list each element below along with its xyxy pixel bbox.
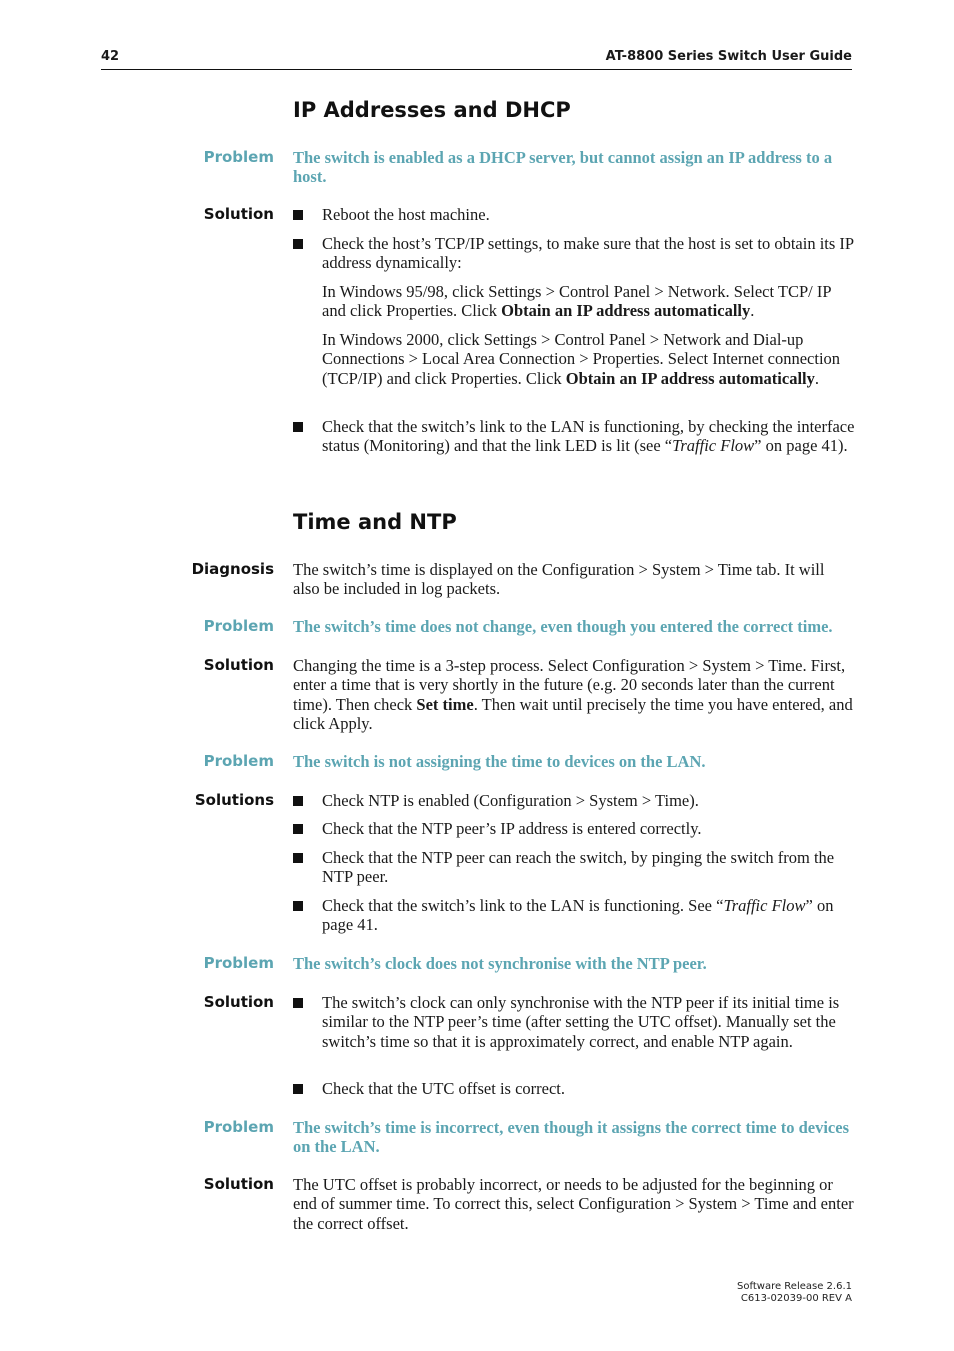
problem-label: Problem: [203, 1118, 274, 1136]
page-header: [101, 47, 852, 70]
release-line: Software Release 2.6.1: [737, 1281, 852, 1292]
list-item: [293, 205, 855, 224]
cross-reference-link[interactable]: Traffic Flow: [723, 896, 806, 915]
section-heading-time-ntp: Time and NTP: [293, 510, 457, 534]
solution-label: Solution: [203, 1175, 274, 1193]
bullet-text: Check the host’s TCP/IP settings, to make sure that the host is set to obtain its IP address dynamically:: [322, 234, 854, 273]
section-heading-ip-dhcp: IP Addresses and DHCP: [293, 98, 571, 122]
doc-id-line: C613-02039-00 REV A: [740, 1293, 852, 1304]
bullet-text: Check that the switch’s link to the LAN is functioning. See “Traffic Flow” on page 41.: [322, 896, 834, 935]
bullet-icon: [293, 998, 303, 1008]
list-item: [293, 1079, 855, 1098]
bullet-text: Check that the switch’s link to the LAN is functioning, by checking the interface status (Monitoring) and that the link LED is lit (see “Traffic Flow” on page 41).: [322, 417, 855, 456]
bullet-icon: [293, 422, 303, 432]
list-item: [293, 791, 855, 810]
emphasis: Set time: [416, 694, 474, 714]
bullet-icon: [293, 1084, 303, 1094]
bullet-icon: [293, 796, 303, 806]
cross-reference-link[interactable]: Traffic Flow: [672, 436, 755, 456]
bullet-text: Check NTP is enabled (Configuration > System > Time).: [322, 791, 699, 810]
problem-text: The switch is enabled as a DHCP server, but cannot assign an IP address to a host.: [293, 148, 833, 187]
solution-label: Solution: [203, 656, 274, 674]
page-number: 42: [101, 49, 120, 64]
solution-text: Changing the time is a 3-step process. Select Configuration > System > Time. First, enter a time that is very shortly in the future (e.g. 20 seconds later than the current time). Then check Set time. Then wait until precisely the time you have entered, and click Apply.: [293, 656, 853, 733]
bullet-icon: [293, 210, 303, 220]
list-item: [293, 234, 855, 273]
solution-label: Solution: [203, 205, 274, 223]
list-item: [293, 417, 855, 456]
diagnosis-label: Diagnosis: [191, 560, 274, 578]
problem-text: The switch’s time does not change, even though you entered the correct time.: [293, 617, 833, 636]
problem-text: The switch’s clock does not synchronise with the NTP peer.: [293, 954, 707, 973]
bullet-text: Check that the UTC offset is correct.: [322, 1079, 565, 1098]
bullet-icon: [293, 824, 303, 834]
list-item: [293, 848, 855, 887]
bullet-text: The switch’s clock can only synchronise with the NTP peer if its initial time is similar to the NTP peer’s time (after setting the UTC offset). Manually set the switch’s time so that it is approximately correct, and enable NTP again.: [322, 993, 840, 1051]
problem-text: The switch’s time is incorrect, even though it assigns the correct time to devices on the LAN.: [293, 1118, 850, 1157]
problem-label: Problem: [203, 617, 274, 635]
bullet-icon: [293, 239, 303, 249]
page-footer: [737, 1281, 852, 1305]
emphasis: Obtain an IP address automatically: [565, 368, 815, 388]
list-item: [293, 819, 855, 838]
solutions-label: Solutions: [194, 791, 274, 809]
bullet-text: Reboot the host machine.: [322, 205, 490, 224]
solution-label: Solution: [203, 993, 274, 1011]
diagnosis-text: The switch’s time is displayed on the Configuration > System > Time tab. It will also be included in log packets.: [293, 560, 825, 599]
list-item: [293, 896, 855, 935]
list-item: [293, 993, 855, 1051]
bullet-icon: [293, 853, 303, 863]
paragraph-win9x: In Windows 95/98, click Settings > Control Panel > Network. Select TCP/ IP and click Properties. Click Obtain an IP address automatically.: [322, 282, 831, 321]
problem-label: Problem: [203, 954, 274, 972]
running-title: AT-8800 Series Switch User Guide: [605, 49, 852, 64]
emphasis: Obtain an IP address automatically: [501, 301, 751, 321]
problem-text: The switch is not assigning the time to devices on the LAN.: [293, 752, 706, 771]
paragraph-win2000: In Windows 2000, click Settings > Control Panel > Network and Dial-up Connections > Local Area Connection > Properties. Select Internet connection (TCP/IP) and click Properties. Click Obtain an IP address automatically.: [322, 330, 841, 388]
bullet-text: Check that the NTP peer’s IP address is entered correctly.: [322, 819, 702, 838]
problem-label: Problem: [203, 752, 274, 770]
problem-label: Problem: [203, 148, 274, 166]
solution-text: The UTC offset is probably incorrect, or needs to be adjusted for the beginning or end of summer time. To correct this, select Configuration > System > Time and enter the correct offset.: [293, 1175, 854, 1233]
bullet-icon: [293, 901, 303, 911]
bullet-text: Check that the NTP peer can reach the switch, by pinging the switch from the NTP peer.: [322, 848, 835, 887]
